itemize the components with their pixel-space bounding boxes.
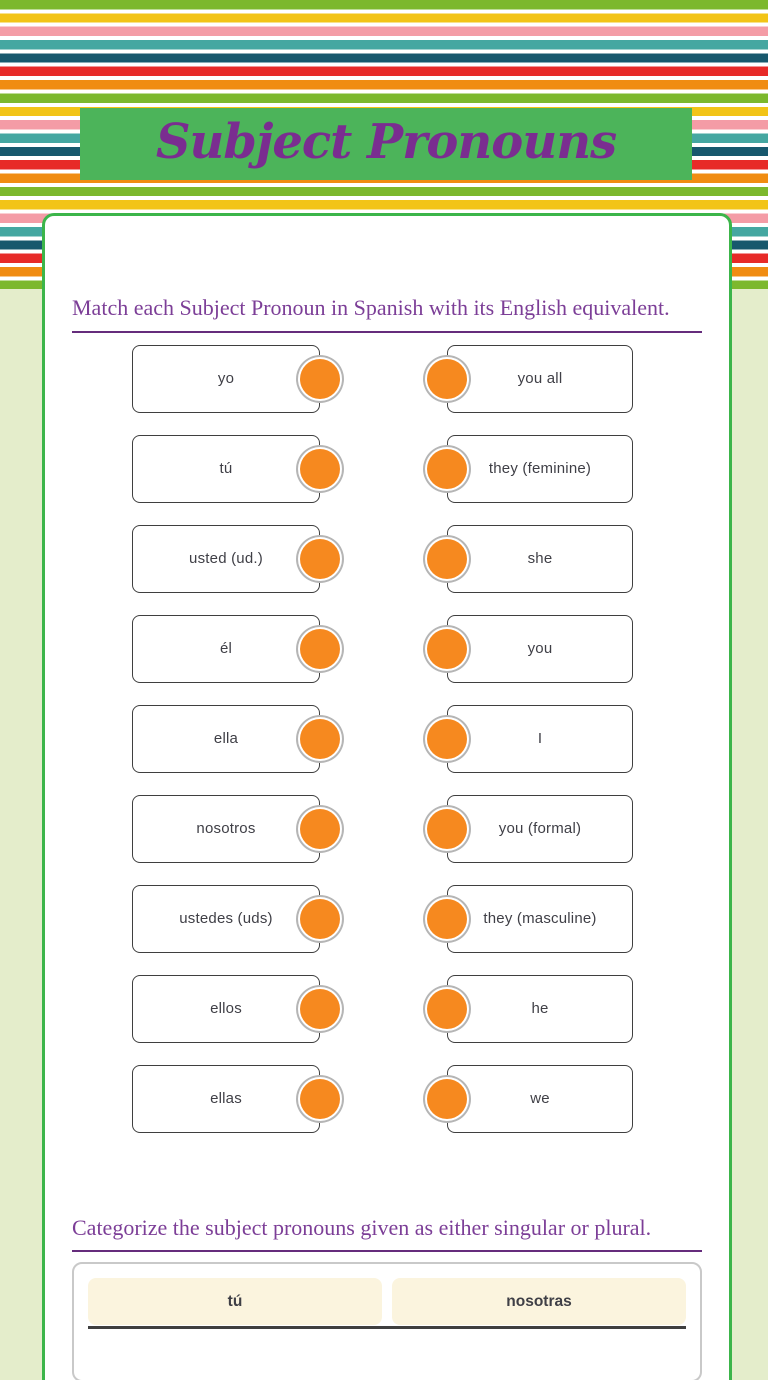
match-row	[72, 705, 702, 773]
match-item-spanish: ella	[132, 705, 320, 773]
connector-dot[interactable]	[427, 359, 467, 399]
connector-dot[interactable]	[300, 809, 340, 849]
match-item-english: she	[447, 525, 633, 593]
connector-dot[interactable]	[427, 539, 467, 579]
connector-dot[interactable]	[427, 449, 467, 489]
match-row	[72, 345, 702, 413]
match-item-english: he	[447, 975, 633, 1043]
connector-dot[interactable]	[300, 989, 340, 1029]
match-row	[72, 525, 702, 593]
match-item-english: you (formal)	[447, 795, 633, 863]
chip-row	[88, 1278, 686, 1325]
connector-dot[interactable]	[300, 539, 340, 579]
connector-dot[interactable]	[300, 359, 340, 399]
categorize-section	[72, 1215, 702, 1380]
connector-dot[interactable]	[427, 719, 467, 759]
section-divider	[72, 1250, 702, 1252]
match-section	[72, 295, 702, 1133]
categorize-section-heading: Categorize the subject pronouns given as either singular or plural.	[72, 1214, 652, 1240]
connector-dot[interactable]	[300, 719, 340, 759]
worksheet-card	[42, 213, 732, 1380]
match-item-english: we	[447, 1065, 633, 1133]
pronoun-chip[interactable]: tú	[88, 1278, 382, 1325]
match-item-spanish: usted (ud.)	[132, 525, 320, 593]
pronoun-chip[interactable]: nosotras	[392, 1278, 686, 1325]
match-item-spanish: nosotros	[132, 795, 320, 863]
connector-dot[interactable]	[427, 899, 467, 939]
match-row	[72, 885, 702, 953]
match-item-english: I	[447, 705, 633, 773]
match-row	[72, 795, 702, 863]
match-item-english: you all	[447, 345, 633, 413]
match-item-spanish: ellas	[132, 1065, 320, 1133]
connector-dot[interactable]	[300, 899, 340, 939]
connector-dot[interactable]	[427, 989, 467, 1029]
section-divider	[72, 331, 702, 333]
categorize-chip-bank	[72, 1262, 702, 1380]
connector-dot[interactable]	[300, 629, 340, 669]
connector-dot[interactable]	[427, 1079, 467, 1119]
match-item-spanish: ellos	[132, 975, 320, 1043]
connector-dot[interactable]	[300, 449, 340, 489]
match-row	[72, 975, 702, 1043]
match-section-heading: Match each Subject Pronoun in Spanish with its English equivalent.	[72, 295, 670, 320]
connector-dot[interactable]	[427, 629, 467, 669]
match-item-spanish: tú	[132, 435, 320, 503]
connector-dot[interactable]	[427, 809, 467, 849]
page-title: Subject Pronouns	[155, 114, 617, 170]
match-item-english: they (feminine)	[447, 435, 633, 503]
match-row	[72, 1065, 702, 1133]
title-banner	[80, 108, 692, 180]
match-item-spanish: yo	[132, 345, 320, 413]
match-item-spanish: ustedes (uds)	[132, 885, 320, 953]
match-rows	[72, 345, 702, 1133]
next-element-top-edge	[88, 1326, 686, 1329]
match-row	[72, 615, 702, 683]
match-item-english: you	[447, 615, 633, 683]
match-item-spanish: él	[132, 615, 320, 683]
match-row	[72, 435, 702, 503]
match-item-english: they (masculine)	[447, 885, 633, 953]
connector-dot[interactable]	[300, 1079, 340, 1119]
